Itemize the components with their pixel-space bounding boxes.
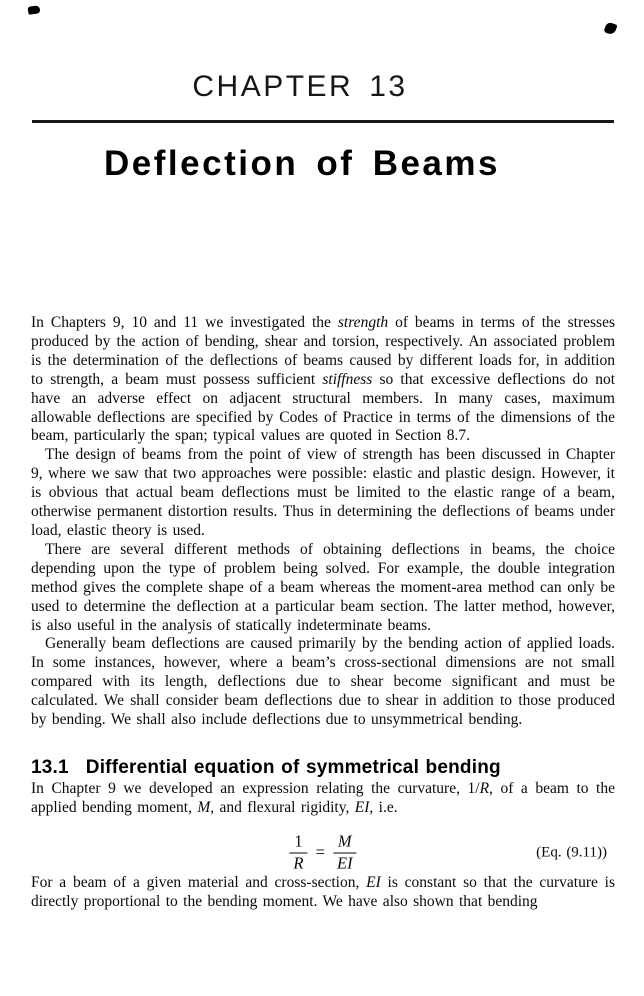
paragraph-intro-4: Generally beam deflections are caused primarily by the bending action of applied loads. In some instances, however, where a beam’s cross-sectional dimensions are not small compared with its length, deflections due to shear become significant and must be calculated. We shall consider beam deflections due to shear in addition to those produced by bending. We shall also include deflections due to unsymmetrical bending. bbox=[31, 635, 615, 729]
paragraph-intro-2: The design of beams from the point of view of strength has been discussed in Chapter 9, where we saw that two approaches were possible: elastic and plastic design. However, it is obvious that actual beam deflections must be limited to the elastic range of a beam, otherwise permanent distortion results. Thus in determining the deflections of beams under load, elastic theory is used. bbox=[31, 446, 615, 539]
page-title: Deflection of Beams bbox=[104, 144, 500, 183]
equation-rhs-numerator: M bbox=[333, 833, 357, 853]
chapter-number: 13 bbox=[369, 70, 408, 103]
equals-sign: = bbox=[315, 842, 325, 862]
paragraph-section-1: In Chapter 9 we developed an expression relating the curvature, 1/R, of a beam to the applied bending moment, M, and flexural rigidity, EI, i.e. bbox=[31, 779, 615, 816]
equation-number-label: (Eq. (9.11)) bbox=[536, 844, 607, 861]
equation-fraction-left bbox=[289, 833, 307, 872]
equation-lhs-denominator: R bbox=[293, 853, 304, 873]
equation-lhs-numerator: 1 bbox=[289, 833, 307, 853]
equation-rhs-denominator: EI bbox=[336, 853, 353, 873]
equation-fraction-right bbox=[333, 833, 357, 872]
section-heading bbox=[31, 756, 615, 780]
header-divider-rule bbox=[32, 120, 614, 123]
equation-block bbox=[31, 832, 615, 874]
scan-speck-top-right bbox=[603, 21, 617, 35]
chapter-word: CHAPTER bbox=[192, 70, 354, 103]
section-number: 13.1 bbox=[31, 756, 69, 778]
body-text-column bbox=[31, 314, 615, 912]
scan-speck-top-left bbox=[28, 5, 41, 15]
paragraph-intro-1: In Chapters 9, 10 and 11 we investigated the strength of beams in terms of the stresses produced by the action of bending, shear and torsion, respectively. An associated problem is the determination of the deflections of beams caused by different loads for, in addition to strength, a beam must possess sufficient stiffness so that excessive deflections do not have an adverse effect on adjacent structural members. In many cases, maximum allowable deflections are specified by Codes of Practice in terms of the dimensions of the beam, particularly the span; typical values are quoted in Section 8.7. bbox=[31, 314, 616, 445]
paragraph-intro-3: There are several different methods of obtaining deflections in beams, the choice depending upon the type of problem being solved. For example, the double integration method gives the complete shape of a beam whereas the moment-area method can only be used to determine the deflection at a particular beam section. The latter method, however, is also useful in the analysis of statically indeterminate beams. bbox=[31, 540, 615, 634]
section-title: Differential equation of symmetrical bending bbox=[85, 756, 501, 778]
chapter-label bbox=[0, 70, 600, 104]
equation-expression bbox=[289, 833, 356, 872]
paragraph-section-2: For a beam of a given material and cross-section, EI is constant so that the curvature is directly proportional to the bending moment. We have also shown that bending bbox=[31, 873, 616, 910]
